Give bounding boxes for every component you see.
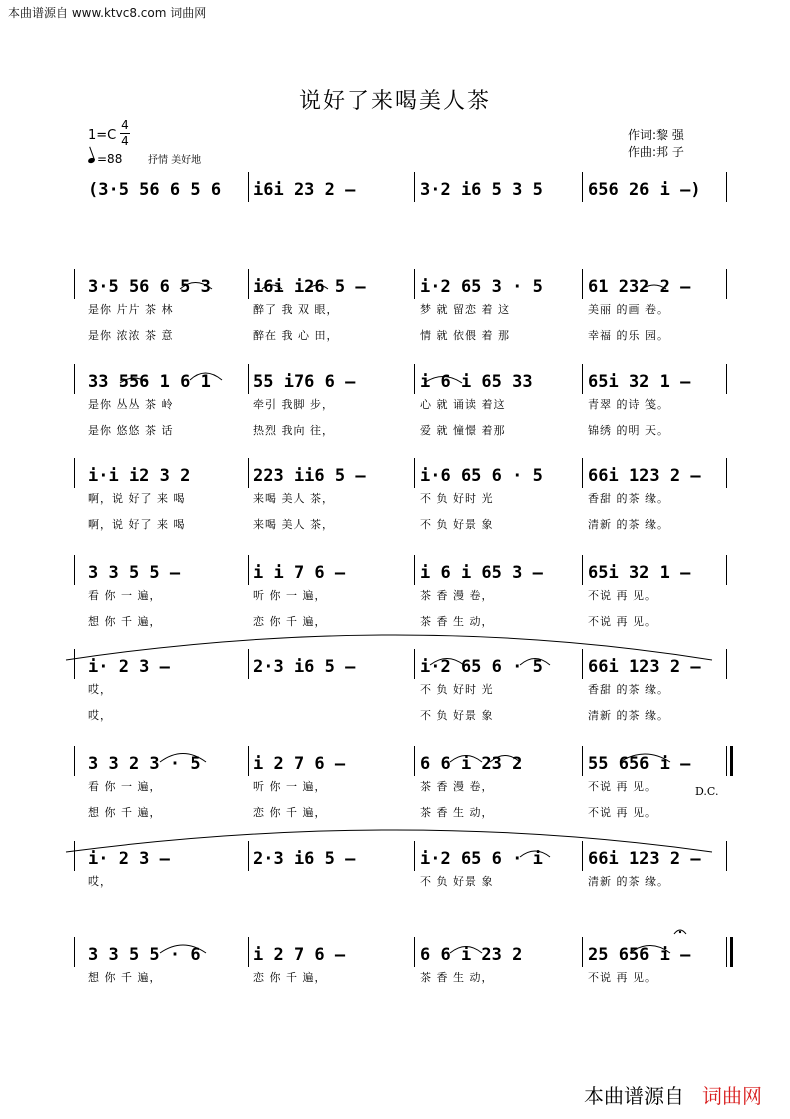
lyric-verse-1: 茶 香 漫 卷， xyxy=(420,780,494,793)
lyric-verse-2: 恋 你 千 遍， xyxy=(253,806,327,819)
measure-notes: 3 3 2 3 · 5 xyxy=(88,754,201,774)
measure-notes: 33 556 1 6 1 xyxy=(88,372,211,392)
lyric-verse-2: 幸福 的乐 园。 xyxy=(588,329,669,342)
lyric-verse-1: 青翠 的诗 笺。 xyxy=(588,398,669,411)
measure-notes: 65i 32 1 – xyxy=(588,563,691,583)
measure-notes: 3 3 5 5 – xyxy=(88,563,181,583)
measure-notes: 3·5 56 6 5 3 xyxy=(88,277,211,297)
lyric-verse-1: 不说 再 见。 xyxy=(588,971,657,984)
expression-mark: 抒情 美好地 xyxy=(148,155,202,166)
slur xyxy=(180,283,212,290)
fermata-dot xyxy=(679,931,681,933)
slur xyxy=(190,373,222,380)
measure-notes: 656 26 i –) xyxy=(588,180,701,200)
slur xyxy=(520,659,550,666)
measure-notes: i i 7 6 – xyxy=(253,563,346,583)
measure-notes: 6 6 i 23 2 xyxy=(420,945,523,965)
lyric-verse-1: 看 你 一 遍， xyxy=(88,780,162,793)
lyric-verse-2: 想 你 千 遍， xyxy=(88,806,162,819)
lyric-verse-2: 茶 香 生 动， xyxy=(420,806,494,819)
lyric-verse-1: 哎， xyxy=(88,683,112,696)
slur xyxy=(450,756,482,763)
lyric-verse-2: 哎， xyxy=(88,709,112,722)
lyric-verse-2: 爱 就 憧憬 着那 xyxy=(420,424,506,437)
lyric-verse-1: 醉了 我 双 眼， xyxy=(253,303,339,316)
lyric-verse-1: 香甜 的茶 缘。 xyxy=(588,492,669,505)
footer-site-name: 词曲网 xyxy=(702,1084,762,1108)
tempo-mark: =88 xyxy=(88,152,122,166)
slur xyxy=(424,377,462,384)
lyric-verse-1: 听 你 一 遍， xyxy=(253,780,327,793)
measure-notes: i 2 7 6 – xyxy=(253,754,346,774)
lyric-verse-1: 不说 再 见。 xyxy=(588,780,657,793)
measure-notes: i 6 i 65 3 – xyxy=(420,563,543,583)
measure-notes: i 2 7 6 – xyxy=(253,945,346,965)
song-title: 说好了来喝美人茶 xyxy=(298,89,491,114)
measure-notes: i·2 65 6 · 5 xyxy=(420,657,543,677)
measure-notes: i·2 65 3 · 5 xyxy=(420,277,543,297)
lyric-verse-1: 美丽 的画 卷。 xyxy=(588,303,669,316)
slur xyxy=(490,756,520,763)
slur xyxy=(262,285,282,289)
source-header: 本曲谱源自 www.ktvc8.com 词曲网 xyxy=(8,6,207,20)
slur xyxy=(620,754,670,762)
slur xyxy=(120,378,148,383)
measure-notes: i6i i26 5 – xyxy=(253,277,366,297)
footer-branding xyxy=(584,1080,762,1109)
lyric-verse-1: 恋 你 千 遍， xyxy=(253,971,327,984)
measure-notes: 223 ii6 5 – xyxy=(253,466,366,486)
measure-notes: 65i 32 1 – xyxy=(588,372,691,392)
lyric-verse-2: 是你 悠悠 茶 话 xyxy=(88,424,174,437)
lyric-verse-1: 不 负 好景 象 xyxy=(420,875,494,888)
lyric-verse-2: 来喝 美人 茶， xyxy=(253,518,334,531)
measure-notes: 2·3 i6 5 – xyxy=(253,657,356,677)
lyric-verse-2: 情 就 依偎 着 那 xyxy=(420,329,510,342)
lyric-verse-2: 是你 浓浓 茶 意 xyxy=(88,329,174,342)
lyric-verse-1: 茶 香 漫 卷， xyxy=(420,589,494,602)
time-top: 4 xyxy=(121,118,129,132)
measure-notes: 66i 123 2 – xyxy=(588,849,701,869)
measure-notes: i·i i2 3 2 xyxy=(88,466,191,486)
lyric-verse-2: 不说 再 见。 xyxy=(588,615,657,628)
slur xyxy=(430,659,464,666)
slur xyxy=(642,285,666,289)
measure-notes: 55 i76 6 – xyxy=(253,372,356,392)
measure-notes: i 6 i 65 33 xyxy=(420,372,533,392)
lyric-verse-1: 来喝 美人 茶， xyxy=(253,492,334,505)
lyric-verse-2: 热烈 我向 往， xyxy=(253,424,334,437)
lyric-verse-2: 想 你 千 遍， xyxy=(88,615,162,628)
measure-notes: 61 232 2 – xyxy=(588,277,691,297)
lyric-verse-1: 不 负 好时 光 xyxy=(420,683,494,696)
lyric-verse-1: 是你 丛丛 茶 岭 xyxy=(88,398,174,411)
lyric-verse-1: 梦 就 留恋 着 这 xyxy=(420,303,510,316)
measure-notes: i·2 65 6 · i xyxy=(420,849,543,869)
dc-mark: D.C. xyxy=(695,785,719,798)
measure-notes: 6 6 i 23 2 xyxy=(420,754,523,774)
measure-notes: 2·3 i6 5 – xyxy=(253,849,356,869)
lyric-verse-2: 锦绣 的明 天。 xyxy=(588,424,669,437)
lyric-verse-1: 香甜 的茶 缘。 xyxy=(588,683,669,696)
measure-notes: i6i 23 2 – xyxy=(253,180,356,200)
long-slur xyxy=(66,830,712,852)
lyric-verse-1: 是你 片片 茶 林 xyxy=(88,303,174,316)
lyric-verse-1: 听 你 一 遍， xyxy=(253,589,327,602)
lyricist-credit: 作词:黎 强 xyxy=(628,128,684,142)
measure-notes: i·6 65 6 · 5 xyxy=(420,466,543,486)
lyric-verse-1: 看 你 一 遍， xyxy=(88,589,162,602)
measure-notes: (3·5 56 6 5 6 xyxy=(88,180,222,200)
long-slur xyxy=(66,635,712,660)
lyric-verse-1: 心 就 诵读 着这 xyxy=(420,398,506,411)
measure-notes: 66i 123 2 – xyxy=(588,657,701,677)
lyric-verse-2: 醉在 我 心 田， xyxy=(253,329,339,342)
lyric-verse-2: 不 负 好景 象 xyxy=(420,518,494,531)
lyric-verse-1: 啊，说 好了 来 喝 xyxy=(88,492,186,505)
lyric-verse-1: 不 负 好时 光 xyxy=(420,492,494,505)
lyric-verse-1: 哎， xyxy=(88,875,112,888)
measure-notes: 66i 123 2 – xyxy=(588,466,701,486)
slur xyxy=(630,946,670,954)
key-signature: 1=C xyxy=(88,128,117,143)
footer-source-text: 本曲谱源自 xyxy=(584,1084,684,1108)
measure-notes: 25 656 i – xyxy=(588,945,691,965)
slur xyxy=(160,945,206,953)
lyric-verse-1: 清新 的茶 缘。 xyxy=(588,875,669,888)
lyric-verse-2: 恋 你 千 遍， xyxy=(253,615,327,628)
slur xyxy=(308,285,328,289)
lyric-verse-1: 牵引 我脚 步， xyxy=(253,398,334,411)
measure-notes: 3·2 i6 5 3 5 xyxy=(420,180,543,200)
lyric-verse-2: 不说 再 见。 xyxy=(588,806,657,819)
lyric-verse-2: 啊，说 好了 来 喝 xyxy=(88,518,186,531)
measure-notes: 55 656 i – xyxy=(588,754,691,774)
lyric-verse-2: 清新 的茶 缘。 xyxy=(588,518,669,531)
lyric-verse-2: 清新 的茶 缘。 xyxy=(588,709,669,722)
time-bottom: 4 xyxy=(121,134,129,148)
composer-credit: 作曲:邦 子 xyxy=(628,145,684,159)
lyric-verse-1: 茶 香 生 动， xyxy=(420,971,494,984)
slur xyxy=(520,851,550,857)
measure-notes: i· 2 3 – xyxy=(88,657,170,677)
measure-notes: i· 2 3 – xyxy=(88,849,170,869)
lyric-verse-1: 想 你 千 遍， xyxy=(88,971,162,984)
slur xyxy=(160,754,206,763)
slur xyxy=(450,947,482,954)
measure-notes: 3 3 5 5 · 6 xyxy=(88,945,201,965)
lyric-verse-1: 不说 再 见。 xyxy=(588,589,657,602)
lyric-verse-2: 不 负 好景 象 xyxy=(420,709,494,722)
lyric-verse-2: 茶 香 生 动， xyxy=(420,615,494,628)
